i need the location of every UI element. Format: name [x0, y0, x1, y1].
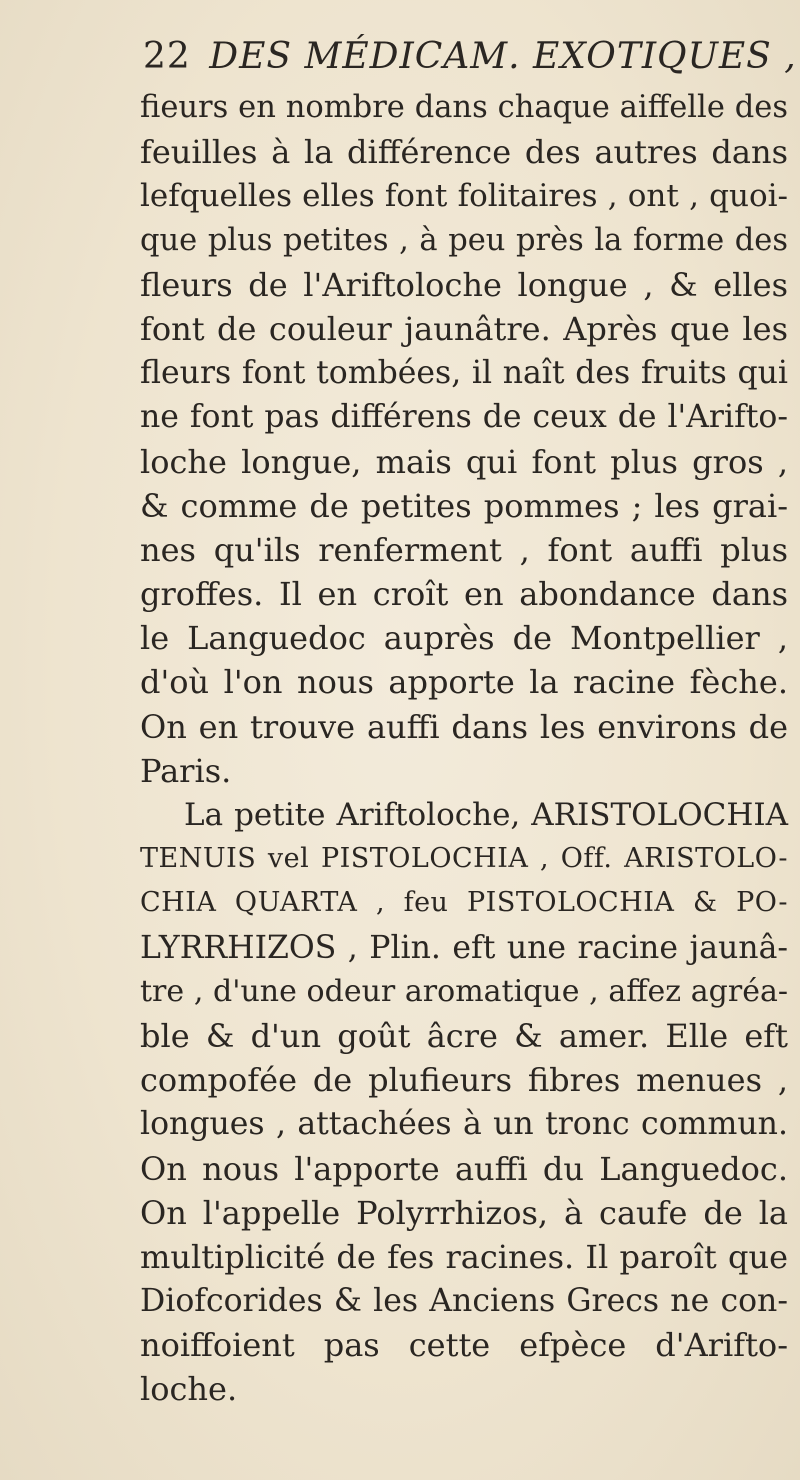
- text-line: & comme de petites pommes ; les grai-: [140, 486, 788, 525]
- text-line: lefquelles elles font folitaires , ont , quoi-: [140, 178, 788, 215]
- body-text: [140, 86, 788, 1412]
- text-line: d'où l'on nous apporte la racine fèche.: [140, 663, 788, 702]
- text-line: font de couleur jaunâtre. Après que les: [140, 309, 788, 348]
- text-line: fleurs de l'Ariftoloche longue , & elles: [140, 265, 788, 304]
- text-line: On en trouve auffi dans les environs de: [140, 707, 788, 746]
- text-line: noiffoient pas cette efpèce d'Arifto-: [140, 1326, 788, 1365]
- text-line: Diofcorides & les Anciens Grecs ne con-: [140, 1283, 788, 1320]
- text-line: nes qu'ils renferment , font auffi plus: [140, 530, 788, 569]
- text-line: compofée de plufieurs fibres menues ,: [140, 1061, 788, 1100]
- text-line: que plus petites , à peu près la forme des: [140, 222, 788, 258]
- text-line: tre , d'une odeur aromatique , affez agréa-: [140, 973, 788, 1009]
- text-line: loche longue, mais qui font plus gros ,: [140, 442, 788, 481]
- text-line: multiplicité de fes racines. Il paroît que: [140, 1237, 788, 1276]
- text-line: fieurs en nombre dans chaque aiffelle des: [140, 90, 788, 125]
- text-line: groffes. Il en croît en abondance dans: [140, 575, 788, 614]
- text-line: longues , attachées à un tronc commun.: [140, 1106, 788, 1143]
- text-line: On l'appelle Polyrrhizos, à caufe de la: [140, 1193, 788, 1232]
- paragraph-end-line: loche.: [140, 1370, 238, 1409]
- text-line: fleurs font tombées, il naît des fruits qui: [140, 355, 788, 392]
- text-line: TENUIS vel PISTOLOCHIA , Off. ARISTOLO-: [140, 843, 788, 875]
- paragraph-start-line: La petite Ariftoloche, ARISTOLOCHIA: [184, 797, 788, 833]
- text-line: feuilles à la différence des autres dans: [140, 133, 788, 172]
- text-line: On nous l'apporte auffi du Languedoc.: [140, 1149, 788, 1188]
- paragraph-end-line: Paris.: [140, 751, 232, 790]
- text-line: ne font pas différens de ceux de l'Arifto-: [140, 399, 788, 436]
- text-line: LYRRHIZOS , Plin. eft une racine jaunâ-: [140, 929, 788, 966]
- page-number: 22: [143, 36, 191, 77]
- text-line: ble & d'un goût âcre & amer. Elle eft: [140, 1016, 788, 1055]
- running-header: [143, 36, 797, 77]
- text-line: CHIA QUARTA , feu PISTOLOCHIA & PO-: [140, 887, 788, 919]
- running-title: DES MÉDICAM. EXOTIQUES ,: [209, 36, 797, 77]
- text-line: le Languedoc auprès de Montpellier ,: [140, 619, 788, 658]
